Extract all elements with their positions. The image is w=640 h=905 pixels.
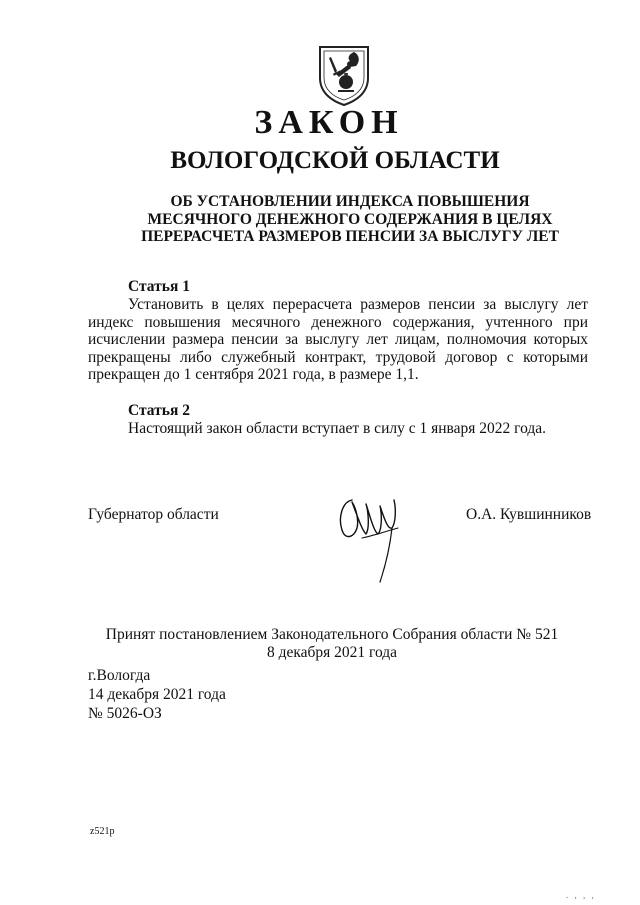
law-number: № 5026-ОЗ — [88, 705, 162, 722]
article-2-text: Настоящий закон области вступает в силу с 1 января 2022 года. — [128, 420, 547, 437]
region-title: ВОЛОГОДСКОЙ ОБЛАСТИ — [170, 147, 500, 174]
page-mark: . , , , — [566, 890, 596, 900]
article-2-heading: Статья 2 — [128, 402, 190, 419]
subject-line: ПЕРЕРАСЧЕТА РАЗМЕРОВ ПЕНСИИ ЗА ВЫСЛУГУ ЛЕТ — [141, 228, 559, 245]
coat-of-arms-icon — [316, 44, 372, 106]
handwritten-signature-icon — [332, 488, 406, 588]
place-and-date — [88, 666, 226, 723]
governor-position: Губернатор области — [88, 506, 219, 523]
law-subject — [140, 193, 560, 246]
law-title: ЗАКОН — [254, 104, 404, 141]
adoption-date: 8 декабря 2021 года — [266, 644, 398, 661]
document-code: z521р — [90, 826, 115, 837]
subject-line: ОБ УСТАНОВЛЕНИИ ИНДЕКСА ПОВЫШЕНИЯ — [170, 193, 530, 210]
city: г.Вологда — [88, 667, 151, 684]
subject-line: МЕСЯЧНОГО ДЕНЕЖНОГО СОДЕРЖАНИЯ В ЦЕЛЯХ — [147, 210, 553, 228]
signing-date: 14 декабря 2021 года — [88, 686, 226, 703]
governor-name: О.А. Кувшинников — [466, 506, 592, 523]
adoption-info — [0, 626, 640, 662]
adoption-line: Принят постановлением Законодательного Собрания области № 521 — [105, 626, 559, 643]
article-1-heading: Статья 1 — [128, 278, 190, 295]
article-1-text: Установить в целях перерасчета размеров пенсии за выслугу лет индекс повышения месячного денежного содержания, учтенного при исчислении размера пенсии за выслугу лет лицам, полномочия которых прекращены либо служебный контракт, трудовой договор с которыми прекращен до 1 сентября 2021 года, в размере 1,1. — [88, 296, 588, 383]
